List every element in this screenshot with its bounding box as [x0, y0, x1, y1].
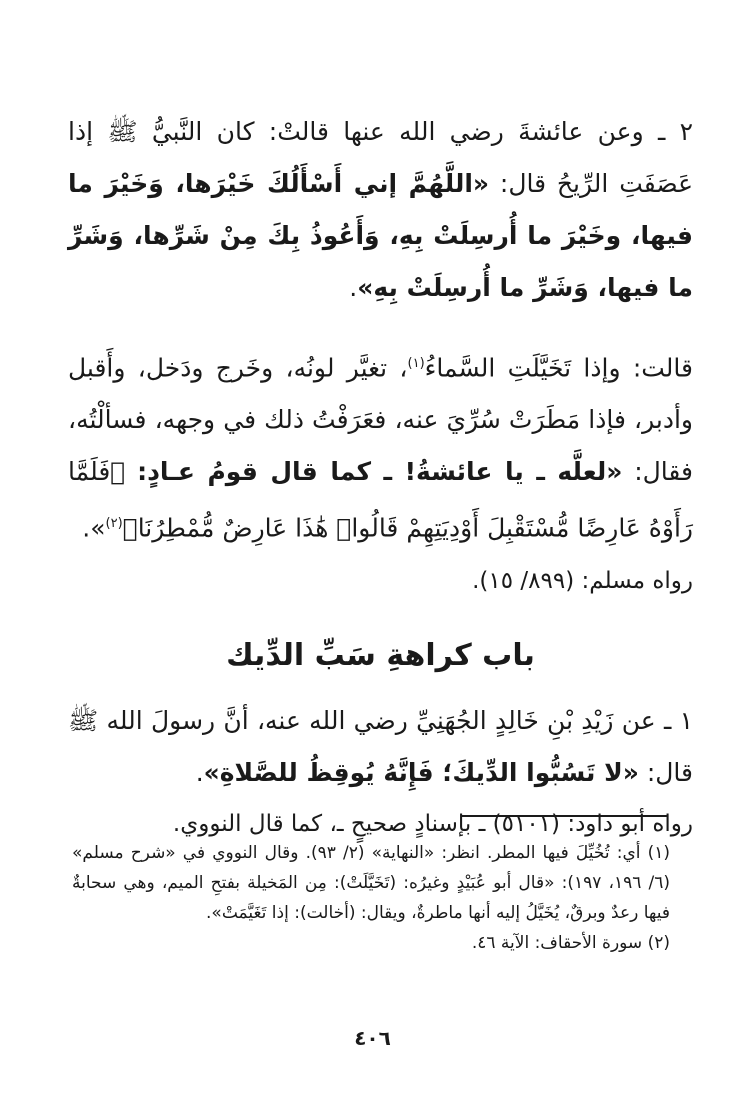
footnote-ref-1[interactable]: (١) [407, 356, 425, 371]
footnotes [72, 838, 670, 958]
hadith-2-paragraph [68, 106, 693, 314]
hadith-2-intro: ٢ ـ وعن عائشةَ رضي الله عنها قالتْ: كان النَّبيُّ ﷺ إذا عَصَفَتِ الرِّيحُ قال: [68, 117, 693, 198]
hadith-1-saying: «لا تَسُبُّوا الدِّيكَ؛ فَإِنَّهُ يُوقِظُ للصَّلاةِ» [203, 757, 639, 787]
hadith-2-end: . [349, 273, 358, 302]
quran-verse: ﴿فَلَمَّا رَأَوْهُ عَارِضًا مُّسْتَقْبِلَ أَوْدِيَتِهِمْ قَالُوا۟ هَٰذَا عَارِضٌ مُّمْطِرُنَا﴾ [68, 457, 693, 543]
hadith-2-continuation [68, 338, 693, 555]
footnote-2: (٢) سورة الأحقاف: الآية ٤٦. [471, 933, 670, 953]
hadith-1-intro: ١ ـ عن زَيْدِ بْنِ خَالِدٍ الجُهَنِيِّ رضي الله عنه، أنَّ رسولَ الله ﷺ قال: [68, 705, 693, 787]
page-body [68, 100, 693, 847]
hadith-1-end: . [195, 757, 204, 787]
source-abu-dawud: رواه أبو داود: (٥١٠١) ـ بإسنادٍ صحيحٍ ـ، كما قال النووي. [172, 810, 693, 837]
cont-text-2: ، تغيَّر لونُه، وخَرج ودَخل، وأَقبل وأدبر، فإذا مَطَرَتْ سُرِّيَ عنه، فعَرَفْتُ ذلك في وجهه، فسألْتُه، فقال: [68, 353, 693, 487]
source-muslim: رواه مسلم: (٨٩٩/ ١٥). [472, 567, 693, 594]
page-number: ٤٠٦ [354, 1026, 391, 1050]
footnote-divider [462, 815, 667, 817]
cont-close: ». [82, 513, 106, 543]
hadith-1-paragraph [68, 695, 693, 799]
cont-text-1: قالت: وإذا تَخَيَّلَتِ السَّماءُ [424, 353, 693, 383]
hadith-2-dua: «اللَّهُمَّ إني أَسْأَلُكَ خَيْرَها، وَخَيْرَ ما فيها، وخَيْرَ ما أُرسِلَتْ بِهِ، وَأَعُوذُ بِكَ مِنْ شَرِّها، وَشَرِّ ما فيها، وَشَرِّ ما أُرسِلَتْ بِهِ» [68, 169, 693, 302]
footnote-1: (١) أي: تُخُيِّلَ فيها المطر. انظر: «النهاية» (٢/ ٩٣). وقال النووي في «شرح مسلم» (٦/ ١٩٦، ١٩٧): «قال أبو عُبَيْدٍ وغيرُه: (تَخَيَّلَتْ): مِن المَخيلة بفتحِ الميم، وهي سحابةٌ فيها رعدٌ وبرقٌ، يُخَيَّلُ إليه أنها ماطرةٌ، ويقال: (أخالت): إذا تَغَيَّمَتْ». [72, 843, 670, 923]
cont-bold: «لعلَّه ـ يا عائشةُ! ـ كما قال قومُ عـادٍ: [137, 457, 623, 487]
chapter-heading: باب كراهةِ سَبِّ الدِّيك [226, 637, 535, 673]
footnote-ref-2[interactable]: (٢) [105, 516, 123, 532]
